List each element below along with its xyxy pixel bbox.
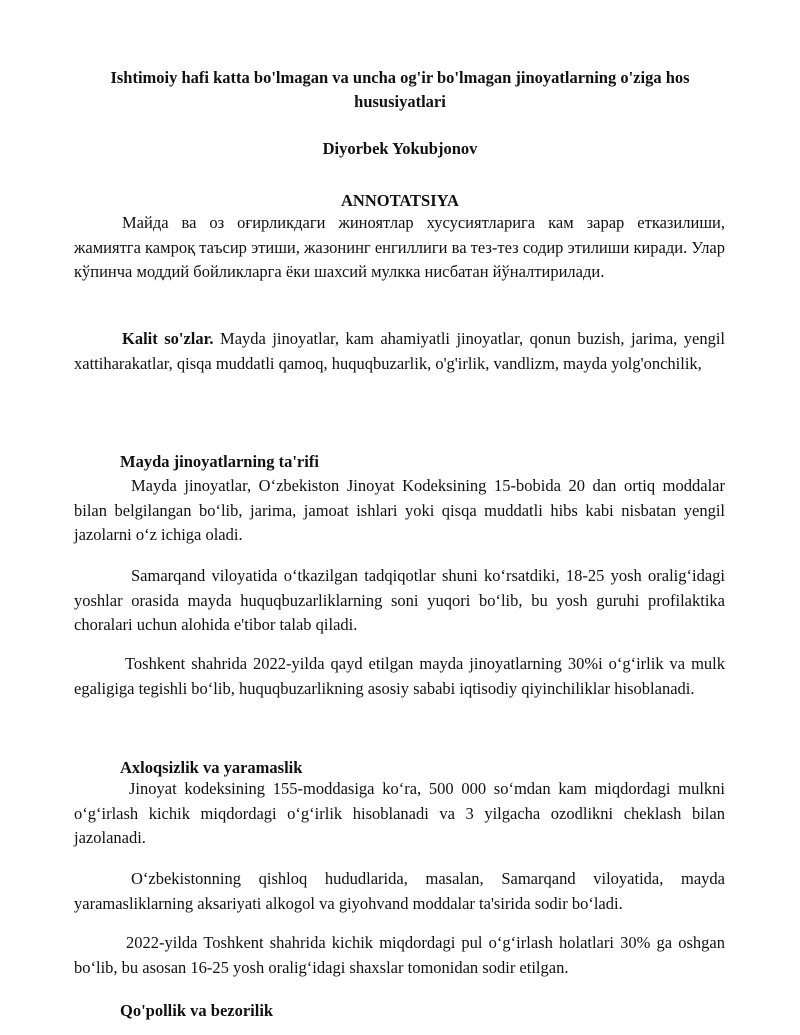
section-heading: Mayda jinoyatlarning ta'rifi	[120, 452, 319, 471]
keywords-text: Mayda jinoyatlar, kam ahamiyatli jinoyatlar, qonun buzish, jarima, yengil xattiharakatlar, qisqa muddatli qamoq, huquqbuzarlik, o'g'irlik, vandlizm, mayda yolg'onchilik,	[74, 329, 725, 373]
annotation-paragraph: Майда ва оз оғирликдаги жиноятлар хусусиятларига кам зарар етказилиши, жамиятга камроқ таъсир этиши, жазонинг енгиллиги ва тез-тез содир этилиши киради. Улар кўпинча моддий бойликларга ёки шахсий мулкка нисбатан йўналтирилади.	[74, 213, 725, 281]
author-name: Diyorbek Yokubjonov	[322, 139, 478, 158]
annotation-heading: ANNOTATSIYA	[341, 191, 459, 210]
body-paragraph: Samarqand viloyatida oʻtkazilgan tadqiqotlar shuni koʻrsatdiki, 18-25 yosh oraligʻidagi yoshlar orasida mayda huquqbuzarliklarning soni yuqori boʻlib, bu yosh guruhi profilaktika choralari uchun alohida e'tibor talab qiladi.	[74, 566, 725, 634]
body-paragraph: Toshkent shahrida 2022-yilda qayd etilgan mayda jinoyatlarning 30%i oʻgʻirlik va mulk egaligiga tegishli boʻlib, huquqbuzarlikning asosiy sababi iqtisodiy qiyinchiliklar hisoblanadi.	[74, 654, 725, 698]
section-heading: Qo'pollik va bezorilik	[120, 1001, 274, 1020]
keywords-label: Kalit so'zlar.	[122, 329, 214, 348]
body-paragraph: Mayda jinoyatlar, Oʻzbekiston Jinoyat Kodeksining 15-bobida 20 dan ortiq moddalar bilan belgilangan boʻlib, jarima, jamoat ishlari yoki qisqa muddatli hibs kabi nisbatan yengil jazolarni oʻz ichiga oladi.	[74, 476, 725, 544]
section-heading: Axloqsizlik va yaramaslik	[120, 758, 303, 777]
body-paragraph: Oʻzbekistonning qishloq hududlarida, masalan, Samarqand viloyatida, mayda yaramasliklarning aksariyati alkogol va giyohvand moddalar ta'sirida sodir boʻladi.	[74, 869, 725, 913]
paper-title: Ishtimoiy hafi katta bo'lmagan va uncha og'ir bo'lmagan jinoyatlarning o'ziga hos hususiyatlari	[110, 68, 690, 111]
body-paragraph: 2022-yilda Toshkent shahrida kichik miqdordagi pul oʻgʻirlash holatlari 30% ga oshgan boʻlib, bu asosan 16-25 yosh oraligʻidagi shaxslar tomonidan sodir etilgan.	[74, 933, 725, 977]
keywords-paragraph	[74, 327, 725, 376]
body-paragraph: Jinoyat kodeksining 155-moddasiga koʻra, 500 000 soʻmdan kam miqdordagi mulkni oʻgʻirlash kichik miqdordagi oʻgʻirlik hisoblanadi va 3 yilgacha ozodlikni cheklash bilan jazolanadi.	[74, 779, 725, 847]
